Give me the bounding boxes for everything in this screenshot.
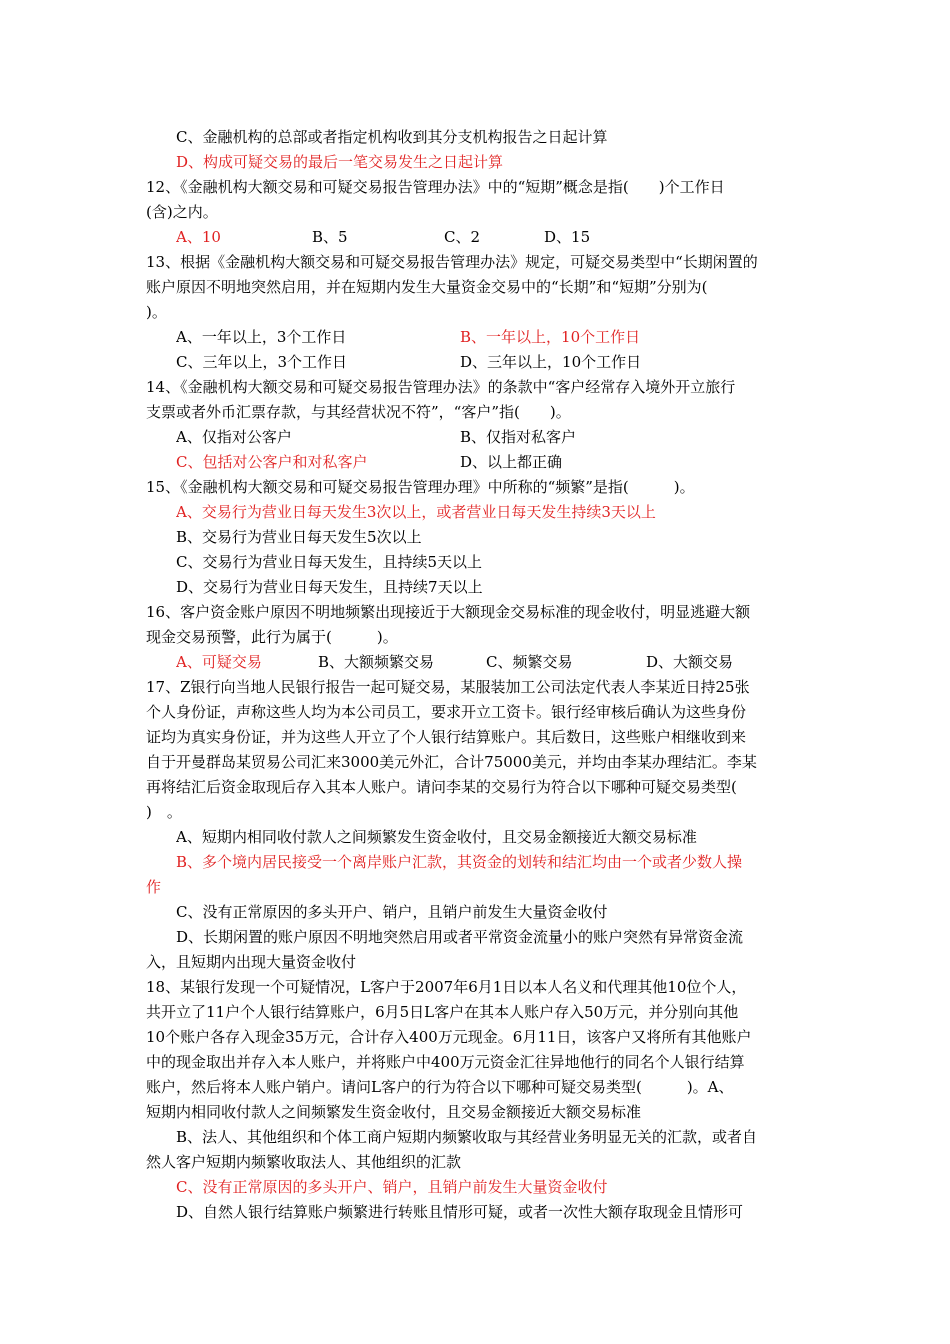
q16-stem-line-2: 现金交易预警，此行为属于( )。 <box>146 628 398 646</box>
q18-stem-line-6: 短期内相同收付款人之间频繁发生资金收付，且交易金额接近大额交易标准 <box>146 1103 642 1121</box>
q12-stem-line-1: 12、《金融机构大额交易和可疑交易报告管理办法》中的“短期”概念是指( )个工作日 <box>146 178 725 196</box>
q14-option-a: A、仅指对公客户 <box>176 428 292 446</box>
q16-option-a-answer: A、可疑交易 <box>176 653 262 671</box>
q13-option-b-answer: B、一年以上，10个工作日 <box>460 328 641 346</box>
q15-option-c: C、交易行为营业日每天发生，且持续5天以上 <box>176 553 483 571</box>
q16-option-b: B、大额频繁交易 <box>318 653 435 671</box>
q11-option-d-answer: D、构成可疑交易的最后一笔交易发生之日起计算 <box>176 153 504 171</box>
q14-options-row-2 <box>176 450 814 475</box>
q17-option-b-answer-line-2: 作 <box>146 878 162 896</box>
q14-option-b: B、仅指对私客户 <box>460 428 577 446</box>
q15-option-b: B、交易行为营业日每天发生5次以上 <box>176 528 422 546</box>
q17-option-b-answer-line-1: B、多个境内居民接受一个离岸账户汇款，其资金的划转和结汇均由一个或者少数人操 <box>176 853 743 871</box>
q15-option-d: D、交易行为营业日每天发生，且持续7天以上 <box>176 578 483 596</box>
q18-stem-line-5: 账户，然后将本人账户销户。请问L客户的行为符合以下哪种可疑交易类型( )。A、 <box>146 1078 734 1096</box>
q12-option-b: B、5 <box>312 228 348 246</box>
q14-stem-line-1: 14、《金融机构大额交易和可疑交易报告管理办法》的条款中“客户经常存入境外开立旅行 <box>146 378 736 396</box>
q12-options-row <box>176 225 814 250</box>
q18-option-c-answer: C、没有正常原因的多头开户、销户，且销户前发生大量资金收付 <box>176 1178 608 1196</box>
q18-stem-line-2: 共开立了11户个人银行结算账户，6月5日L客户在其本人账户存入50万元，并分别向其他 <box>146 1003 739 1021</box>
q17-stem-line-1: 17、Z银行向当地人民银行报告一起可疑交易，某服装加工公司法定代表人李某近日持25张 <box>146 678 750 696</box>
q13-stem-line-2: 账户原因不明地突然启用，并在短期内发生大量资金交易中的“长期”和“短期”分别为( <box>146 278 708 296</box>
q17-option-d-line-2: 入，且短期内出现大量资金收付 <box>146 953 357 971</box>
q15-stem: 15、《金融机构大额交易和可疑交易报告管理办理》中所称的“频繁”是指( )。 <box>146 478 695 496</box>
q17-stem-line-6: ) 。 <box>146 803 182 821</box>
q17-stem-line-2: 个人身份证，声称这些人均为本公司员工，要求开立工资卡。银行经审核后确认为这些身份 <box>146 703 747 721</box>
q18-stem-line-4: 中的现金取出并存入本人账户，并将账户中400万元资金汇往异地他行的同名个人银行结算 <box>146 1053 745 1071</box>
q18-option-d-line-1: D、自然人银行结算账户频繁进行转账且情形可疑，或者一次性大额存取现金且情形可 <box>176 1203 744 1221</box>
q13-option-a: A、一年以上，3个工作日 <box>176 328 347 346</box>
q16-option-c: C、频繁交易 <box>486 653 573 671</box>
q12-option-a-answer: A、10 <box>176 228 221 246</box>
q18-option-b-line-2: 然人客户短期内频繁收取法人、其他组织的汇款 <box>146 1153 462 1171</box>
q11-option-c: C、金融机构的总部或者指定机构收到其分支机构报告之日起计算 <box>176 128 608 146</box>
q18-stem-line-3: 10个账户各存入现金35万元，合计存入400万元现金。6月11日，该客户又将所有其他账户 <box>146 1028 752 1046</box>
q13-options-row-2 <box>176 350 814 375</box>
q17-stem-line-5: 再将结汇后资金取现后存入其本人账户。请问李某的交易行为符合以下哪种可疑交易类型( <box>146 778 737 796</box>
q16-stem-line-1: 16、客户资金账户原因不明地频繁出现接近于大额现金交易标准的现金收付，明显逃避大额 <box>146 603 751 621</box>
q14-option-d: D、以上都正确 <box>460 453 563 471</box>
q13-options-row-1 <box>176 325 814 350</box>
q13-option-c: C、三年以上，3个工作日 <box>176 353 348 371</box>
q12-option-d: D、15 <box>544 228 591 246</box>
q13-stem-line-1: 13、根据《金融机构大额交易和可疑交易报告管理办法》规定，可疑交易类型中“长期闲置的 <box>146 253 758 271</box>
q14-stem-line-2: 支票或者外币汇票存款，与其经营状况不符”，“客户”指( )。 <box>146 403 571 421</box>
q17-option-c: C、没有正常原因的多头开户、销户，且销户前发生大量资金收付 <box>176 903 608 921</box>
q14-option-c-answer: C、包括对公客户和对私客户 <box>176 453 368 471</box>
q18-stem-line-1: 18、某银行发现一个可疑情况，L客户于2007年6月1日以本人名义和代理其他10位个人， <box>146 978 747 996</box>
q13-option-d: D、三年以上，10个工作日 <box>460 353 642 371</box>
q14-options-row-1 <box>176 425 814 450</box>
q17-option-d-line-1: D、长期闲置的账户原因不明地突然启用或者平常资金流量小的账户突然有异常资金流 <box>176 928 744 946</box>
q17-option-a: A、短期内相同收付款人之间频繁发生资金收付，且交易金额接近大额交易标准 <box>176 828 697 846</box>
q17-stem-line-4: 自于开曼群岛某贸易公司汇来3000美元外汇，合计75000美元，并均由李某办理结汇。李某 <box>146 753 757 771</box>
q18-option-b-line-1: B、法人、其他组织和个体工商户短期内频繁收取与其经营业务明显无关的汇款，或者自 <box>176 1128 758 1146</box>
q15-option-a-answer: A、交易行为营业日每天发生3次以上，或者营业日每天发生持续3天以上 <box>176 503 656 521</box>
q16-options-row <box>176 650 814 675</box>
q16-option-d: D、大额交易 <box>646 653 734 671</box>
q12-stem-line-2: (含)之内。 <box>146 203 218 221</box>
q12-option-c: C、2 <box>444 228 481 246</box>
q13-stem-line-3: )。 <box>146 303 167 321</box>
q17-stem-line-3: 证均为真实身份证，并为这些人开立了个人银行结算账户。其后数日，这些账户相继收到来 <box>146 728 747 746</box>
